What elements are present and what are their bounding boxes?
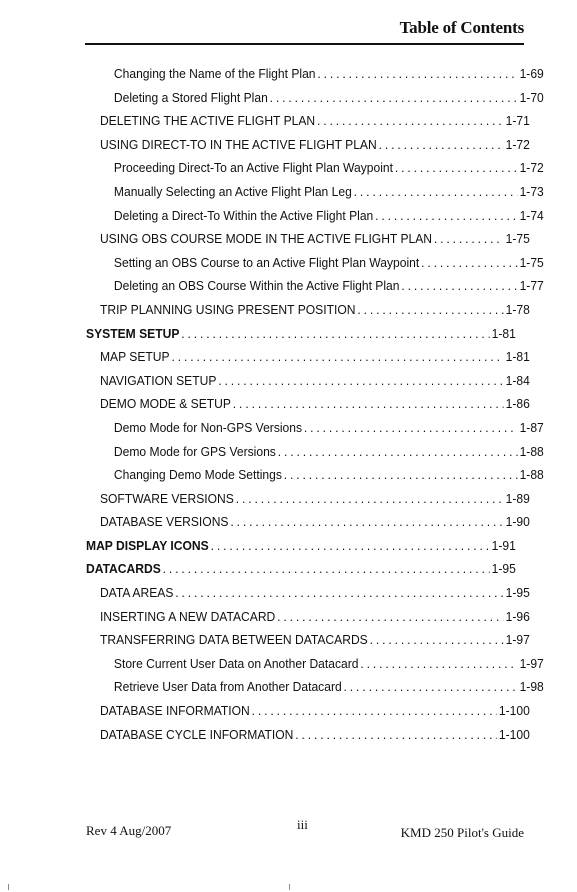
toc-entry-page: 1-75 [505, 231, 530, 247]
page-header-title: Table of Contents [399, 18, 524, 37]
toc-entry-title: Changing the Name of the Flight Plan [113, 66, 316, 81]
toc-entry-title: SOFTWARE VERSIONS [99, 490, 234, 506]
toc-entry [86, 723, 530, 747]
toc-entry [86, 510, 530, 534]
toc-entry-page: 1-98 [519, 679, 544, 695]
table-of-contents [86, 62, 544, 746]
toc-entry [86, 463, 544, 487]
toc-dot-leader [181, 322, 490, 346]
toc-entry-title: DATABASE CYCLE INFORMATION [99, 726, 294, 742]
toc-entry-title: Changing Demo Mode Settings [113, 467, 282, 483]
toc-entry-page: 1-97 [519, 655, 544, 671]
toc-entry-page: 1-88 [519, 443, 544, 459]
toc-dot-leader [230, 510, 503, 534]
toc-dot-leader [175, 581, 503, 605]
toc-entry-page: 1-72 [519, 160, 544, 176]
toc-entry [86, 392, 530, 416]
toc-dot-leader [401, 274, 517, 298]
toc-entry-title: Manually Selecting an Active Flight Plan Leg [113, 183, 352, 199]
toc-entry-page: 1-70 [519, 89, 544, 105]
toc-entry-page: 1-74 [519, 207, 544, 223]
toc-entry-title: MAP SETUP [99, 349, 170, 365]
toc-entry [86, 133, 530, 157]
toc-dot-leader [317, 62, 517, 86]
toc-dot-leader [379, 133, 504, 157]
footer-guide-title: KMD 250 Pilot's Guide [400, 825, 524, 840]
toc-entry-title: Demo Mode for GPS Versions [113, 443, 276, 459]
toc-entry [86, 605, 530, 629]
toc-entry-page: 1-91 [491, 537, 516, 553]
toc-dot-leader [218, 369, 504, 393]
toc-dot-leader [295, 723, 497, 747]
toc-dot-leader [252, 699, 497, 723]
toc-entry [86, 699, 530, 723]
toc-entry-title: DATABASE INFORMATION [99, 703, 250, 719]
toc-entry-title: SYSTEM SETUP [86, 325, 180, 341]
header-rule [85, 43, 524, 45]
toc-entry [86, 62, 544, 86]
toc-dot-leader [434, 227, 504, 251]
toc-entry [86, 581, 530, 605]
toc-dot-leader [357, 298, 503, 322]
toc-dot-leader [278, 440, 518, 464]
toc-entry-title: Deleting a Stored Flight Plan [113, 89, 268, 105]
crop-mark-left [8, 884, 9, 890]
toc-entry-page: 1-97 [505, 632, 530, 648]
toc-entry-title: DATABASE VERSIONS [99, 514, 229, 530]
toc-entry [86, 274, 544, 298]
toc-dot-leader [163, 557, 490, 581]
toc-entry-title: USING OBS COURSE MODE IN THE ACTIVE FLIGHT PLAN [99, 231, 433, 247]
toc-entry [86, 628, 530, 652]
toc-entry [86, 109, 530, 133]
toc-entry [86, 298, 530, 322]
toc-entry-title: DATACARDS [86, 561, 161, 577]
toc-entry-title: NAVIGATION SETUP [99, 372, 217, 388]
toc-entry [86, 180, 544, 204]
toc-entry-page: 1-77 [519, 278, 544, 294]
toc-entry [86, 204, 544, 228]
toc-dot-leader [317, 109, 504, 133]
toc-entry [86, 652, 544, 676]
footer-page-number: iii [297, 817, 308, 832]
toc-entry-title: INSERTING A NEW DATACARD [99, 608, 276, 624]
toc-entry-page: 1-86 [505, 396, 530, 412]
toc-entry [86, 534, 516, 558]
toc-entry [86, 86, 544, 110]
toc-entry-title: Deleting a Direct-To Within the Active Flight Plan [113, 207, 374, 223]
toc-dot-leader [236, 487, 504, 511]
toc-entry [86, 369, 530, 393]
toc-entry [86, 487, 530, 511]
toc-entry-page: 1-81 [505, 349, 530, 365]
toc-entry-title: DEMO MODE & SETUP [99, 396, 231, 412]
crop-mark-center [289, 884, 290, 890]
toc-entry-page: 1-84 [505, 372, 530, 388]
toc-dot-leader [354, 180, 518, 204]
toc-entry-title: DELETING THE ACTIVE FLIGHT PLAN [99, 113, 316, 129]
toc-entry-title: MAP DISPLAY ICONS [86, 537, 209, 553]
toc-entry [86, 440, 544, 464]
toc-dot-leader [375, 204, 518, 228]
toc-entry-title: Store Current User Data on Another Datacard [113, 655, 359, 671]
toc-entry [86, 156, 544, 180]
toc-dot-leader [304, 416, 518, 440]
toc-entry-title: Setting an OBS Course to an Active Flight Plan Waypoint [113, 254, 420, 270]
toc-entry-title: TRIP PLANNING USING PRESENT POSITION [99, 301, 356, 317]
toc-dot-leader [360, 652, 517, 676]
toc-entry-page: 1-95 [491, 561, 516, 577]
toc-entry-page: 1-69 [519, 66, 544, 81]
toc-dot-leader [421, 251, 518, 275]
toc-entry-page: 1-73 [519, 183, 544, 199]
toc-entry-title: DATA AREAS [99, 585, 174, 601]
toc-entry [86, 322, 516, 346]
toc-entry-page: 1-87 [519, 419, 544, 435]
toc-entry [86, 345, 530, 369]
toc-entry-page: 1-89 [505, 490, 530, 506]
toc-entry-title: TRANSFERRING DATA BETWEEN DATACARDS [99, 632, 368, 648]
toc-dot-leader [277, 605, 504, 629]
toc-entry-page: 1-96 [505, 608, 530, 624]
toc-entry [86, 557, 516, 581]
toc-entry-page: 1-81 [491, 325, 516, 341]
toc-entry-title: Demo Mode for Non-GPS Versions [113, 419, 303, 435]
toc-entry-page: 1-78 [505, 301, 530, 317]
toc-entry-title: Deleting an OBS Course Within the Active Flight Plan [113, 278, 400, 294]
toc-dot-leader [211, 534, 490, 558]
toc-dot-leader [233, 392, 504, 416]
toc-entry-page: 1-75 [519, 254, 544, 270]
toc-dot-leader [344, 675, 518, 699]
toc-entry-page: 1-95 [505, 585, 530, 601]
toc-entry-page: 1-90 [505, 514, 530, 530]
toc-entry-title: Retrieve User Data from Another Datacard [113, 679, 342, 695]
toc-entry-page: 1-72 [505, 136, 530, 152]
toc-entry-title: Proceeding Direct-To an Active Flight Plan Waypoint [113, 160, 394, 176]
toc-entry [86, 416, 544, 440]
toc-entry [86, 227, 530, 251]
toc-dot-leader [270, 86, 518, 110]
toc-entry [86, 251, 544, 275]
toc-entry-title: USING DIRECT-TO IN THE ACTIVE FLIGHT PLAN [99, 136, 377, 152]
footer-revision: Rev 4 Aug/2007 [86, 823, 172, 838]
toc-entry-page: 1-88 [519, 467, 544, 483]
toc-entry-page: 1-71 [505, 113, 530, 129]
toc-entry [86, 675, 544, 699]
toc-dot-leader [171, 345, 503, 369]
toc-dot-leader [370, 628, 504, 652]
toc-entry-page: 1-100 [498, 703, 530, 719]
toc-entry-page: 1-100 [498, 726, 530, 742]
toc-dot-leader [284, 463, 518, 487]
toc-dot-leader [395, 156, 518, 180]
